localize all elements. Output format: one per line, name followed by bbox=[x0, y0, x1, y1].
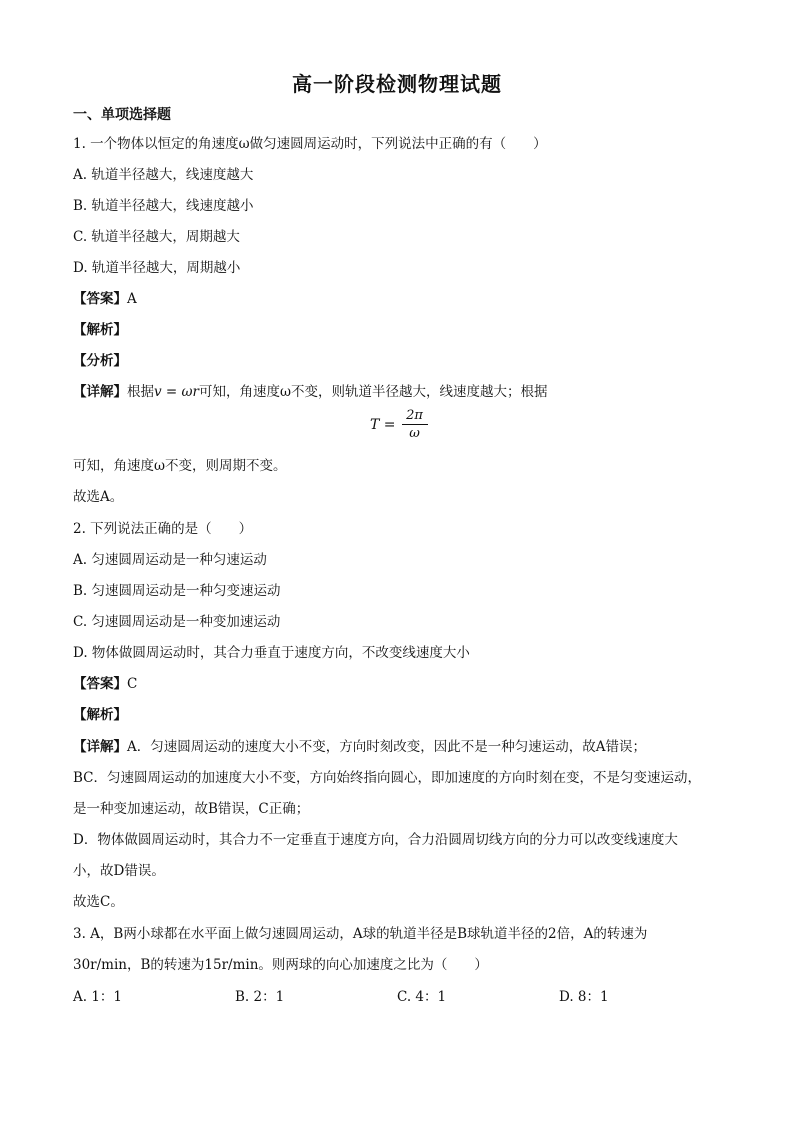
q3-choice-a: A. 1：1 bbox=[73, 989, 123, 1005]
q2-detail-3: 是一种变加速运动，故B错误，C正确； bbox=[73, 801, 310, 817]
q1-option-a: A. 轨道半径越大，线速度越大 bbox=[73, 167, 254, 183]
q1-answer bbox=[73, 289, 137, 309]
period-formula bbox=[370, 408, 428, 441]
answer-value: A bbox=[127, 291, 137, 307]
section-heading: 一、单项选择题 bbox=[73, 107, 171, 123]
q2-detail-5: 小，故D错误。 bbox=[73, 863, 165, 879]
q3-choices bbox=[73, 985, 723, 1005]
q2-analysis-tag: 【解析】 bbox=[73, 707, 127, 723]
q2-option-c: C. 匀速圆周运动是一种变加速运动 bbox=[73, 614, 281, 630]
answer-value: C bbox=[127, 676, 138, 692]
q2-option-a: A. 匀速圆周运动是一种匀速运动 bbox=[73, 552, 267, 568]
q1-detail bbox=[73, 382, 548, 402]
q2-detail-1 bbox=[73, 737, 646, 757]
formula-inline: v = ωr bbox=[154, 384, 199, 400]
q2-answer bbox=[73, 674, 137, 694]
q1-conclusion: 故选A。 bbox=[73, 489, 124, 505]
detail-tag: 【详解】 bbox=[73, 384, 127, 400]
detail-text-a: 根据 bbox=[127, 384, 154, 400]
detail-text-b: 可知，角速度ω不变，则轨道半径越大，线速度越大；根据 bbox=[198, 384, 548, 400]
formula-fraction bbox=[402, 408, 428, 441]
q3-choice-d: D. 8：1 bbox=[559, 989, 609, 1005]
formula-lhs: T = bbox=[370, 416, 396, 433]
q1-detail-c: 可知，角速度ω不变，则周期不变。 bbox=[73, 458, 287, 474]
fraction-bar bbox=[402, 424, 428, 425]
q2-detail-2: BC．匀速圆周运动的加速度大小不变，方向始终指向圆心，即加速度的方向时刻在变，不是匀变速运动， bbox=[73, 770, 701, 786]
q2-option-b: B. 匀速圆周运动是一种匀变速运动 bbox=[73, 583, 281, 599]
detail-text: A．匀速圆周运动的速度大小不变，方向时刻改变，因此不是一种匀速运动，故A错误； bbox=[127, 739, 646, 755]
q1-option-b: B. 轨道半径越大，线速度越小 bbox=[73, 198, 254, 214]
q1-option-d: D. 轨道半径越大，周期越小 bbox=[73, 260, 241, 276]
formula-denominator: ω bbox=[409, 426, 420, 441]
answer-tag: 【答案】 bbox=[73, 676, 127, 692]
q3-choice-c: C. 4：1 bbox=[397, 989, 447, 1005]
formula-numerator: 2π bbox=[406, 408, 423, 423]
q1-stem: 1. 一个物体以恒定的角速度ω做匀速圆周运动时，下列说法中正确的有（ ） bbox=[73, 136, 547, 152]
q3-stem-line2: 30r/min，B的转速为15r/min。则两球的向心加速度之比为（ ） bbox=[73, 957, 488, 973]
q1-analysis-tag: 【解析】 bbox=[73, 322, 127, 338]
q1-option-c: C. 轨道半径越大，周期越大 bbox=[73, 229, 240, 245]
q2-conclusion: 故选C。 bbox=[73, 894, 124, 910]
answer-tag: 【答案】 bbox=[73, 291, 127, 307]
q2-option-d: D. 物体做圆周运动时，其合力垂直于速度方向，不改变线速度大小 bbox=[73, 645, 470, 661]
q2-stem: 2. 下列说法正确的是（ ） bbox=[73, 521, 253, 537]
detail-tag: 【详解】 bbox=[73, 739, 127, 755]
q2-detail-4: D．物体做圆周运动时，其合力不一定垂直于速度方向，合力沿圆周切线方向的分力可以改变线速度大 bbox=[73, 832, 678, 848]
page-title: 高一阶段检测物理试题 bbox=[292, 72, 502, 96]
q1-fenxi-tag: 【分析】 bbox=[73, 353, 127, 369]
q3-choice-b: B. 2：1 bbox=[235, 989, 285, 1005]
q3-stem-line1: 3. A，B两小球都在水平面上做匀速圆周运动，A球的轨道半径是B球轨道半径的2倍，A的转速为 bbox=[73, 926, 648, 942]
